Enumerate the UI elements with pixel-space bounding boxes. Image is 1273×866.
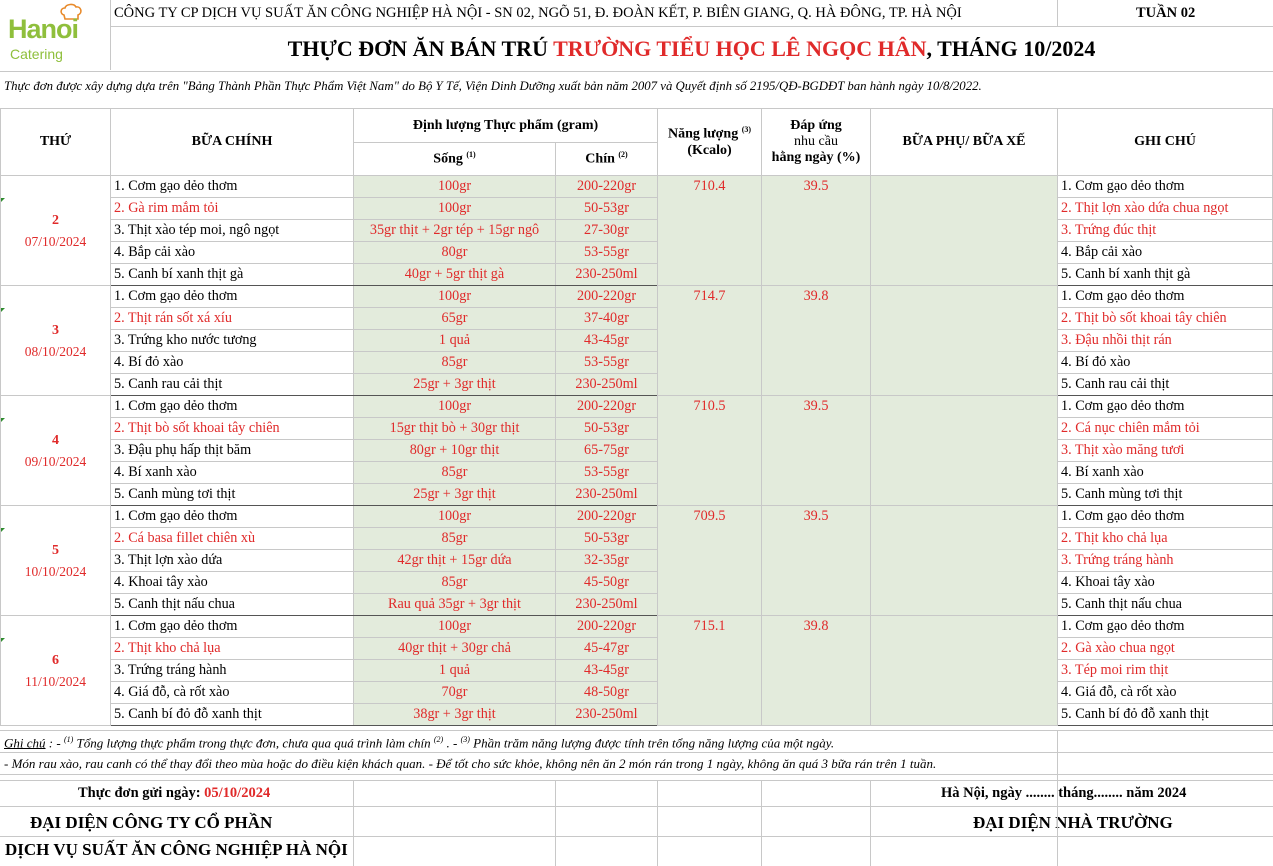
day-date: 11/10/2024: [24, 673, 86, 689]
dish-cooked-amount: 53-55gr: [556, 462, 658, 484]
comment-marker-icon: [1, 638, 5, 642]
day-cell: [1, 396, 111, 506]
table-row: [1, 638, 1273, 660]
dish-cooked-amount: 43-45gr: [556, 660, 658, 682]
dish-name: 1. Cơm gạo dẻo thơm: [111, 506, 354, 528]
note-dish: 5. Canh thịt nấu chua: [1058, 594, 1273, 616]
logo-subtext: Catering: [10, 46, 63, 62]
comment-marker-icon: [1, 528, 5, 532]
signature-date: Hà Nội, ngày ........ tháng........ năm 2024: [941, 785, 1187, 801]
dish-raw-amount: 100gr: [354, 176, 556, 198]
dish-name: 4. Bí xanh xào: [111, 462, 354, 484]
dish-cooked-amount: 200-220gr: [556, 286, 658, 308]
header-extra-meal: BỮA PHỤ/ BỮA XẾ: [871, 109, 1058, 176]
note-dish: 4. Bí xanh xào: [1058, 462, 1273, 484]
note-dish: 1. Cơm gạo dẻo thơm: [1058, 286, 1273, 308]
menu-table: [0, 108, 1273, 726]
dish-cooked-amount: 53-55gr: [556, 242, 658, 264]
dish-cooked-amount: 27-30gr: [556, 220, 658, 242]
note-dish: 2. Thịt bò sốt khoai tây chiên: [1058, 308, 1273, 330]
menu-body: [1, 176, 1273, 726]
daily-percent: 39.8: [762, 616, 871, 726]
dish-cooked-amount: 53-55gr: [556, 352, 658, 374]
dish-name: 2. Thịt bò sốt khoai tây chiên: [111, 418, 354, 440]
dish-raw-amount: 80gr: [354, 242, 556, 264]
note-dish: 4. Giá đỗ, cà rốt xào: [1058, 682, 1273, 704]
day-number: 5: [52, 542, 59, 558]
energy-value: 709.5: [658, 506, 762, 616]
dish-cooked-amount: 230-250ml: [556, 594, 658, 616]
daily-percent: 39.5: [762, 176, 871, 286]
dish-raw-amount: 25gr + 3gr thịt: [354, 484, 556, 506]
dish-raw-amount: 70gr: [354, 682, 556, 704]
extra-meal-cell: [871, 286, 1058, 396]
day-cell: [1, 616, 111, 726]
table-row: [1, 616, 1273, 638]
dish-name: 3. Đậu phụ hấp thịt băm: [111, 440, 354, 462]
note-dish: 4. Bí đỏ xào: [1058, 352, 1273, 374]
table-row: [1, 572, 1273, 594]
table-row: [1, 374, 1273, 396]
day-number: 6: [52, 652, 59, 668]
dish-cooked-amount: 200-220gr: [556, 616, 658, 638]
note-dish: 2. Thịt lợn xào dứa chua ngọt: [1058, 198, 1273, 220]
extra-meal-cell: [871, 616, 1058, 726]
table-row: [1, 220, 1273, 242]
daily-percent: 39.8: [762, 286, 871, 396]
header-amount: Định lượng Thực phẩm (gram): [354, 109, 658, 143]
table-row: [1, 440, 1273, 462]
dish-name: 4. Bí đỏ xào: [111, 352, 354, 374]
header-day: THỨ: [1, 109, 111, 176]
dish-name: 5. Canh mùng tơi thịt: [111, 484, 354, 506]
comment-marker-icon: [1, 418, 5, 422]
header-daily-need: Đáp ứng nhu cầu hằng ngày (%): [762, 109, 871, 176]
note-dish: 1. Cơm gạo dẻo thơm: [1058, 616, 1273, 638]
dish-name: 5. Canh rau cải thịt: [111, 374, 354, 396]
dish-cooked-amount: 200-220gr: [556, 176, 658, 198]
dish-name: 2. Thịt rán sốt xá xíu: [111, 308, 354, 330]
header-raw: Sống $^{(1)}$: [354, 143, 556, 176]
company-address: CÔNG TY CP DỊCH VỤ SUẤT ĂN CÔNG NGHIỆP HÀ NỘI - SN 02, NGÕ 51, Đ. ĐOÀN KẾT, P. BIÊN GIANG, Q. HÀ ĐÔNG, TP. HÀ NỘI: [114, 5, 962, 21]
dish-raw-amount: 35gr thịt + 2gr tép + 15gr ngô: [354, 220, 556, 242]
extra-meal-cell: [871, 396, 1058, 506]
extra-meal-cell: [871, 176, 1058, 286]
note-dish: 1. Cơm gạo dẻo thơm: [1058, 396, 1273, 418]
dish-name: 1. Cơm gạo dẻo thơm: [111, 286, 354, 308]
dish-raw-amount: Rau quả 35gr + 3gr thịt: [354, 594, 556, 616]
page-title: THỰC ĐƠN ĂN BÁN TRÚ TRƯỜNG TIỂU HỌC LÊ NGỌC HÂN, THÁNG 10/2024: [287, 36, 1096, 61]
table-row: [1, 506, 1273, 528]
day-cell: [1, 176, 111, 286]
energy-value: 715.1: [658, 616, 762, 726]
dish-raw-amount: 100gr: [354, 286, 556, 308]
dish-name: 2. Gà rim mắm tỏi: [111, 198, 354, 220]
note-dish: 2. Gà xào chua ngọt: [1058, 638, 1273, 660]
dish-raw-amount: 80gr + 10gr thịt: [354, 440, 556, 462]
header-main-meal: BỮA CHÍNH: [111, 109, 354, 176]
dish-raw-amount: 1 quả: [354, 330, 556, 352]
note-dish: 4. Bắp cải xào: [1058, 242, 1273, 264]
dish-cooked-amount: 43-45gr: [556, 330, 658, 352]
dish-name: 3. Thịt xào tép moi, ngô ngọt: [111, 220, 354, 242]
table-row: [1, 682, 1273, 704]
table-row: [1, 308, 1273, 330]
school-representative: ĐẠI DIỆN NHÀ TRƯỜNG: [973, 813, 1173, 832]
dish-raw-amount: 38gr + 3gr thịt: [354, 704, 556, 726]
note-dish: 5. Canh bí đỏ đỗ xanh thịt: [1058, 704, 1273, 726]
table-row: [1, 550, 1273, 572]
dish-raw-amount: 85gr: [354, 462, 556, 484]
energy-value: 714.7: [658, 286, 762, 396]
dish-name: 5. Canh bí đỏ đỗ xanh thịt: [111, 704, 354, 726]
dish-name: 1. Cơm gạo dẻo thơm: [111, 616, 354, 638]
dish-cooked-amount: 32-35gr: [556, 550, 658, 572]
table-row: [1, 242, 1273, 264]
day-number: 2: [52, 212, 59, 228]
day-number: 3: [52, 322, 59, 338]
table-row: [1, 660, 1273, 682]
dish-cooked-amount: 50-53gr: [556, 198, 658, 220]
logo-text: Hanoi: [8, 14, 79, 44]
table-row: [1, 594, 1273, 616]
day-number: 4: [52, 432, 59, 448]
extra-meal-cell: [871, 506, 1058, 616]
table-row: [1, 528, 1273, 550]
note-dish: 2. Cá nục chiên mắm tỏi: [1058, 418, 1273, 440]
dish-cooked-amount: 45-50gr: [556, 572, 658, 594]
header-cooked: Chín $^{(2)}$: [556, 143, 658, 176]
logo: [0, 0, 111, 70]
header: [0, 0, 1273, 102]
dish-raw-amount: 40gr + 5gr thịt gà: [354, 264, 556, 286]
dish-raw-amount: 85gr: [354, 572, 556, 594]
dish-cooked-amount: 45-47gr: [556, 638, 658, 660]
dish-cooked-amount: 230-250ml: [556, 374, 658, 396]
day-date: 08/10/2024: [24, 343, 87, 359]
dish-cooked-amount: 50-53gr: [556, 528, 658, 550]
dish-name: 3. Trứng tráng hành: [111, 660, 354, 682]
note-dish: 1. Cơm gạo dẻo thơm: [1058, 506, 1273, 528]
dish-raw-amount: 1 quả: [354, 660, 556, 682]
table-row: [1, 704, 1273, 726]
note-dish: 3. Tép moi rim thịt: [1058, 660, 1273, 682]
day-cell: [1, 286, 111, 396]
table-row: [1, 352, 1273, 374]
dish-cooked-amount: 50-53gr: [556, 418, 658, 440]
sent-date-line: Thực đơn gửi ngày: 05/10/2024: [78, 785, 271, 801]
dish-raw-amount: 65gr: [354, 308, 556, 330]
dish-cooked-amount: 230-250ml: [556, 484, 658, 506]
week-label: TUẦN 02: [1136, 5, 1196, 21]
dish-name: 2. Thịt kho chả lụa: [111, 638, 354, 660]
company-representative-line-2: DỊCH VỤ SUẤT ĂN CÔNG NGHIỆP HÀ NỘI: [5, 840, 348, 859]
note-dish: 3. Trứng tráng hành: [1058, 550, 1273, 572]
note-dish: 3. Thịt xào măng tươi: [1058, 440, 1273, 462]
comment-marker-icon: [1, 198, 5, 202]
dish-cooked-amount: 200-220gr: [556, 506, 658, 528]
dish-raw-amount: 100gr: [354, 396, 556, 418]
note-dish: 2. Thịt kho chả lụa: [1058, 528, 1273, 550]
dish-name: 5. Canh bí xanh thịt gà: [111, 264, 354, 286]
school-name: TRƯỜNG TIỂU HỌC LÊ NGỌC HÂN: [553, 36, 927, 61]
footnote-2: - Món rau xào, rau canh có thể thay đổi theo mùa hoặc do điều kiện khách quan. - Để tốt cho sức khỏe, không nên ăn 2 món rán trong 1 ngày, không ăn quá 3 bữa rán trên 1 tuần.: [4, 756, 937, 771]
day-date: 10/10/2024: [24, 563, 87, 579]
table-row: [1, 484, 1273, 506]
dish-name: 1. Cơm gạo dẻo thơm: [111, 176, 354, 198]
source-note: Thực đơn được xây dựng dựa trên "Bảng Thành Phần Thực Phẩm Việt Nam" do Bộ Y Tế, Viện Dinh Dưỡng xuất bản năm 2007 và Quyết định số 2195/QĐ-BGDĐT ban hành ngày 10/8/2022.: [4, 79, 982, 93]
table-row: [1, 198, 1273, 220]
note-dish: 5. Canh rau cải thịt: [1058, 374, 1273, 396]
dish-raw-amount: 100gr: [354, 616, 556, 638]
table-row: [1, 176, 1273, 198]
note-dish: 5. Canh mùng tơi thịt: [1058, 484, 1273, 506]
dish-name: 4. Giá đỗ, cà rốt xào: [111, 682, 354, 704]
dish-raw-amount: 100gr: [354, 506, 556, 528]
dish-cooked-amount: 230-250ml: [556, 264, 658, 286]
daily-percent: 39.5: [762, 396, 871, 506]
dish-raw-amount: 40gr thịt + 30gr chả: [354, 638, 556, 660]
note-dish: 5. Canh bí xanh thịt gà: [1058, 264, 1273, 286]
dish-name: 3. Trứng kho nước tương: [111, 330, 354, 352]
day-cell: [1, 506, 111, 616]
note-dish: 3. Trứng đúc thịt: [1058, 220, 1273, 242]
dish-name: 2. Cá basa fillet chiên xù: [111, 528, 354, 550]
footnote-1: Ghi chú : - $^{(1)}$ Tổng lượng thực phẩm trong thực đơn, chưa qua quá trình làm chín $^{(2)}$ . - $^{(3)}$ Phần trăm năng lượng được tính trên tổng năng lượng của một ngày.: [4, 735, 835, 751]
table-row: [1, 286, 1273, 308]
header-energy: Năng lượng $^{(3)}$ (Kcalo): [658, 109, 762, 176]
dish-cooked-amount: 230-250ml: [556, 704, 658, 726]
dish-name: 4. Bắp cải xào: [111, 242, 354, 264]
dish-name: 4. Khoai tây xào: [111, 572, 354, 594]
daily-percent: 39.5: [762, 506, 871, 616]
table-row: [1, 264, 1273, 286]
dish-raw-amount: 42gr thịt + 15gr dứa: [354, 550, 556, 572]
comment-marker-icon: [1, 308, 5, 312]
dish-cooked-amount: 65-75gr: [556, 440, 658, 462]
table-row: [1, 462, 1273, 484]
dish-raw-amount: 25gr + 3gr thịt: [354, 374, 556, 396]
energy-value: 710.5: [658, 396, 762, 506]
dish-raw-amount: 100gr: [354, 198, 556, 220]
day-date: 09/10/2024: [24, 453, 87, 469]
dish-raw-amount: 15gr thịt bò + 30gr thịt: [354, 418, 556, 440]
dish-raw-amount: 85gr: [354, 528, 556, 550]
company-representative-line-1: ĐẠI DIỆN CÔNG TY CỔ PHẦN: [30, 813, 273, 832]
note-dish: 4. Khoai tây xào: [1058, 572, 1273, 594]
note-dish: 3. Đậu nhồi thịt rán: [1058, 330, 1273, 352]
energy-value: 710.4: [658, 176, 762, 286]
header-note: GHI CHÚ: [1058, 109, 1273, 176]
dish-cooked-amount: 200-220gr: [556, 396, 658, 418]
table-row: [1, 396, 1273, 418]
dish-cooked-amount: 37-40gr: [556, 308, 658, 330]
dish-name: 1. Cơm gạo dẻo thơm: [111, 396, 354, 418]
dish-name: 5. Canh thịt nấu chua: [111, 594, 354, 616]
dish-name: 3. Thịt lợn xào dứa: [111, 550, 354, 572]
table-row: [1, 418, 1273, 440]
note-dish: 1. Cơm gạo dẻo thơm: [1058, 176, 1273, 198]
day-date: 07/10/2024: [24, 233, 87, 249]
table-row: [1, 330, 1273, 352]
dish-cooked-amount: 48-50gr: [556, 682, 658, 704]
dish-raw-amount: 85gr: [354, 352, 556, 374]
